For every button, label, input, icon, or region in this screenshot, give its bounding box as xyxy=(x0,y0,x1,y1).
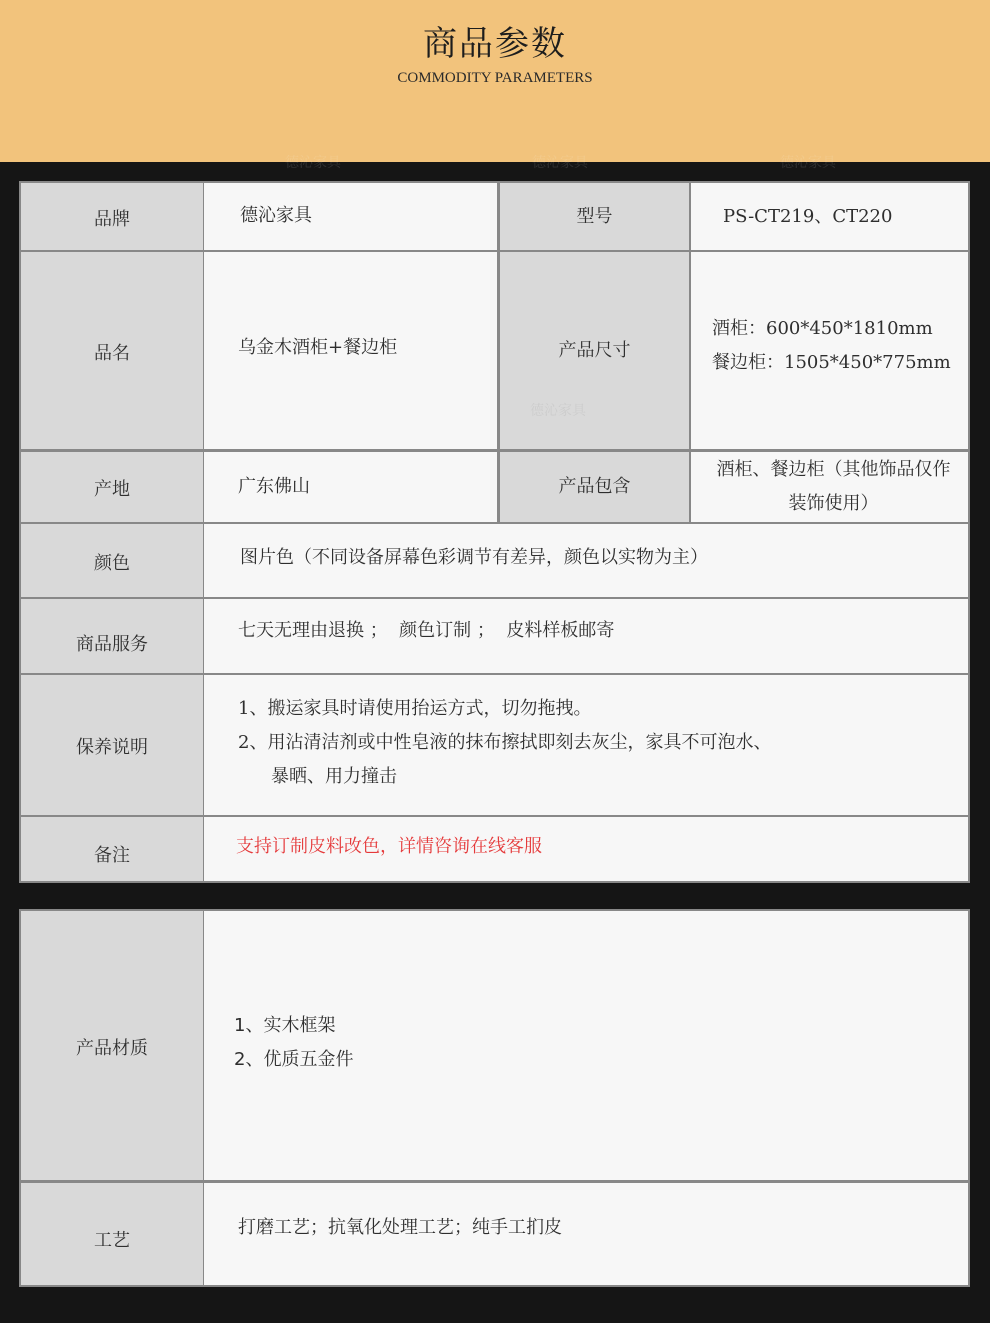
size-line-wine-cabinet: 酒柜：600*450*1810mm xyxy=(712,317,933,339)
name-value: 乌金木酒柜+餐边柜 xyxy=(204,252,497,449)
care-label: 保养说明 xyxy=(21,675,203,815)
watermark: 德沁家具 xyxy=(532,155,588,171)
contents-label: 产品包含 xyxy=(500,452,689,522)
params-table xyxy=(19,181,970,883)
material-line: 1、实木框架 xyxy=(234,1014,336,1036)
size-line-sideboard: 餐边柜：1505*450*775mm xyxy=(712,351,951,373)
material-table xyxy=(19,909,970,1287)
care-value xyxy=(204,675,968,815)
size-value xyxy=(691,252,968,449)
watermark: 德沁家具 xyxy=(285,155,341,171)
origin-value: 广东佛山 xyxy=(204,452,497,522)
care-line: 2、用沾清洁剂或中性皂液的抹布擦拭即刻去灰尘，家具不可泡水、 xyxy=(238,732,772,753)
material-line: 2、优质五金件 xyxy=(234,1048,354,1070)
page-title: 商品参数 xyxy=(423,24,567,64)
note-label: 备注 xyxy=(21,817,203,881)
model-label: 型号 xyxy=(500,183,689,250)
watermark: 德沁家具 xyxy=(780,155,836,171)
header-banner xyxy=(0,0,990,162)
origin-label: 产地 xyxy=(21,452,203,522)
note-value: 支持订制皮料改色，详情咨询在线客服 xyxy=(204,817,968,881)
material-value xyxy=(204,911,968,1180)
material-label: 产品材质 xyxy=(21,911,203,1180)
contents-line: 酒柜、餐边柜（其他饰品仅作 xyxy=(716,459,951,480)
craft-label: 工艺 xyxy=(21,1183,203,1285)
craft-value: 打磨工艺；抗氧化处理工艺；纯手工扪皮 xyxy=(204,1183,968,1285)
service-value: 七天无理由退换 ； 颜色订制 ； 皮料样板邮寄 xyxy=(204,599,968,673)
brand-value: 德沁家具 xyxy=(204,183,497,250)
contents-line: 装饰使用） xyxy=(788,493,879,514)
color-label: 颜色 xyxy=(21,524,203,597)
care-line: 1、搬运家具时请使用抬运方式，切勿拖拽。 xyxy=(238,698,592,719)
contents-value xyxy=(691,452,968,522)
page-subtitle: COMMODITY PARAMETERS xyxy=(397,70,593,86)
service-label: 商品服务 xyxy=(21,599,203,673)
name-label: 品名 xyxy=(21,252,203,449)
size-label: 产品尺寸 xyxy=(500,252,689,449)
brand-label: 品牌 xyxy=(21,183,203,250)
model-value: PS-CT219、CT220 xyxy=(691,183,968,250)
care-line: 暴晒、用力撞击 xyxy=(271,766,397,787)
color-value: 图片色（不同设备屏幕色彩调节有差异，颜色以实物为主） xyxy=(204,524,968,597)
